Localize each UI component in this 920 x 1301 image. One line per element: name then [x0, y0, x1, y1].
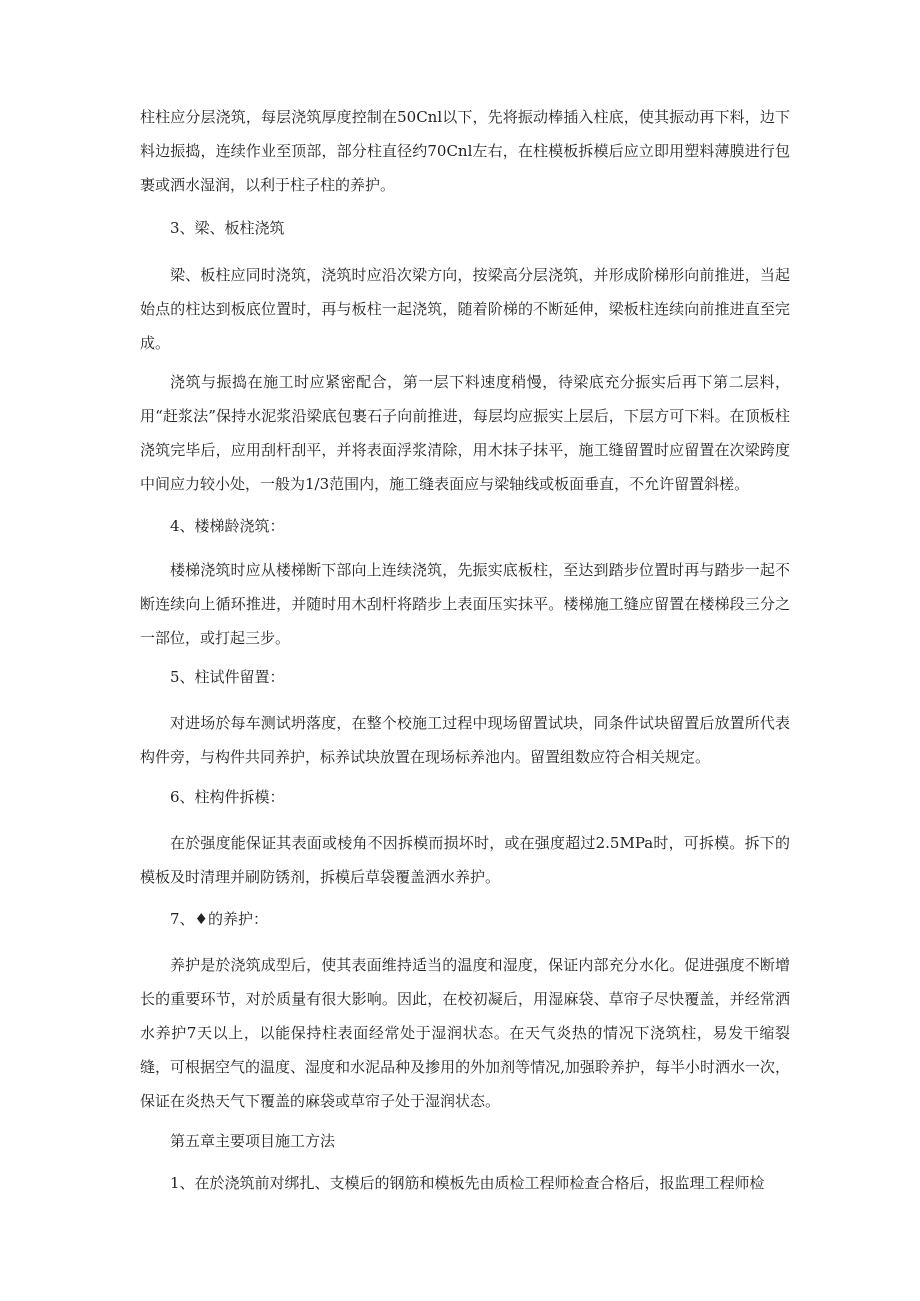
paragraph-stair-pouring: 楼梯浇筑时应从楼梯断下部向上连续浇筑，先振实底板柱，至达到踏步位置时再与踏步一起不断连续向上循环推进，并随时用木刮杆将踏步上表面压实抹平。楼梯施工缝应留置在楼梯段三分之一部位，或打起三步。 [140, 561, 790, 647]
paragraph-beam-slab-pouring: 梁、板柱应同时浇筑，浇筑时应沿次梁方向，按梁高分层浇筑，并形成阶梯形向前推进，当起始点的柱达到板底位置时，再与板柱一起浇筑，随着阶梯的不断延伸，梁板柱连续向前推进直至完成。 [140, 266, 790, 352]
paragraph-column-pouring: 柱柱应分层浇筑，每层浇筑厚度控制在50Cnl以下，先将振动棒插入柱底，使其振动再下料，边下料边振捣，连续作业至顶部，部分柱直径约70Cnl左右，在柱模板拆模后应立即用塑料薄膜进行包裹或洒水湿润，以利于柱子柱的养护。 [140, 108, 790, 194]
paragraph-curing: 养护是於浇筑成型后，使其表面维持适当的温度和湿度，保证内部充分水化。促进强度不断增长的重要环节，对於质量有很大影响。因此，在校初凝后，用湿麻袋、草帘子尽快覆盖，并经常洒水养护7天以上，以能保持柱表面经常处于湿润状态。在天气炎热的情况下浇筑柱，易发干缩裂缝，可根据空气的温度、湿度和水泥品种及掺用的外加剂等情况,加强聆养护，每半小时洒水一次，保证在炎热天气下覆盖的麻袋或草帘子处于湿润状态。 [140, 956, 790, 1110]
paragraph-test-specimen: 对进场於每车测试坍落度，在整个校施工过程中现场留置试块，同条件试块留置后放置所代表构件旁，与构件共同养护，标养试块放置在现场标养池内。留置组数应符合相关规定。 [140, 714, 790, 766]
heading-test-specimen: 5、柱试件留置： [170, 668, 285, 686]
heading-stair-pouring: 4、楼梯龄浇筑： [170, 517, 285, 535]
heading-formwork-removal: 6、柱构件拆模： [170, 788, 285, 806]
heading-curing: 7、♦的养护： [170, 910, 268, 928]
paragraph-pouring-vibrating: 浇筑与振捣在施工时应紧密配合，第一层下料速度稍慢，待梁底充分振实后再下第二层料，用“赶浆法”保持水泥浆沿梁底包裹石子向前推进，每层均应振实上层后，下层方可下料。在顶板柱浇筑完毕后，应用刮杆刮平，并将表面浮浆清除，用木抹子抹平，施工缝留置时应留置在次梁跨度中间应力较小处，一般为1/3范围内，施工缝表面应与梁轴线或板面垂直，不允许留置斜槎。 [140, 373, 790, 493]
heading-beam-slab-pouring: 3、梁、板柱浇筑 [170, 219, 285, 237]
paragraph-chapter-five-item-1: 1、在於浇筑前对绑扎、支模后的钢筋和模板先由质检工程师检查合格后，报监理工程师检 [170, 1174, 765, 1192]
paragraph-formwork-removal: 在於强度能保证其表面或棱角不因拆模而损坏时，或在强度超过2.5MPa时，可拆模。拆下的模板及时清理并刷防锈剂，拆模后草袋覆盖洒水养护。 [140, 834, 790, 886]
heading-chapter-five: 第五章主要项目施工方法 [170, 1132, 336, 1150]
